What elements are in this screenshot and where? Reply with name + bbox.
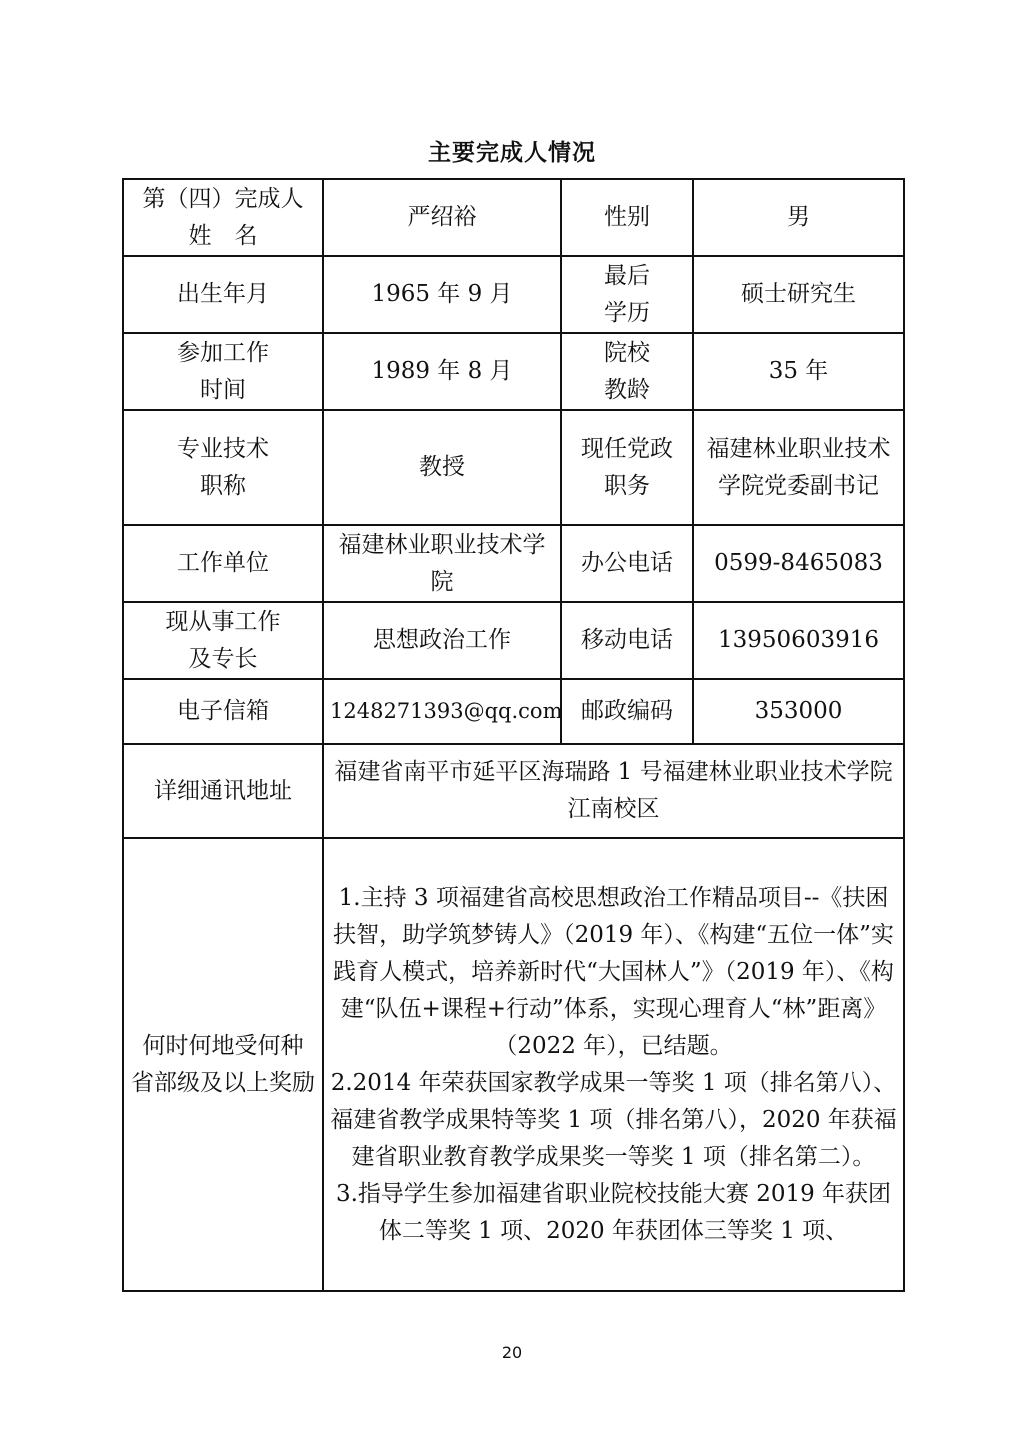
professional-title-value: 教授 xyxy=(323,410,561,525)
email-label: 电子信箱 xyxy=(123,679,323,744)
mobile-phone-value: 13950603916 xyxy=(693,602,904,679)
position-value: 福建林业职业技术学院党委副书记 xyxy=(693,410,904,525)
email-value: 1248271393@qq.com xyxy=(323,679,561,744)
teaching-years-label: 院校 教龄 xyxy=(561,333,693,410)
work-start-label: 参加工作 时间 xyxy=(123,333,323,410)
table-row xyxy=(123,256,904,333)
awards-label: 何时何地受何种 省部级及以上奖励 xyxy=(123,838,323,1291)
award-item: 3.指导学生参加福建省职业院校技能大赛 2019 年获团体二等奖 1 项、2020 年获团体三等奖 1 项、 xyxy=(335,1180,892,1244)
gender-label: 性别 xyxy=(561,179,693,256)
address-label: 详细通讯地址 xyxy=(123,744,323,838)
work-start-value: 1989 年 8 月 xyxy=(323,333,561,410)
page-number: 20 xyxy=(501,1343,523,1362)
address-value: 福建省南平市延平区海瑞路 1 号福建林业职业技术学院江南校区 xyxy=(323,744,904,838)
current-work-value: 思想政治工作 xyxy=(323,602,561,679)
name-value: 严绍裕 xyxy=(323,179,561,256)
birth-value: 1965 年 9 月 xyxy=(323,256,561,333)
info-table xyxy=(122,178,905,1292)
education-label: 最后 学历 xyxy=(561,256,693,333)
professional-title-label: 专业技术 职称 xyxy=(123,410,323,525)
awards-content xyxy=(323,838,904,1291)
table-row xyxy=(123,333,904,410)
table-row xyxy=(123,179,904,256)
current-work-label: 现从事工作 及专长 xyxy=(123,602,323,679)
position-label: 现任党政 职务 xyxy=(561,410,693,525)
work-unit-label: 工作单位 xyxy=(123,525,323,602)
postcode-label: 邮政编码 xyxy=(561,679,693,744)
table-row xyxy=(123,525,904,602)
table-row xyxy=(123,838,904,1291)
birth-label: 出生年月 xyxy=(123,256,323,333)
table-row xyxy=(123,410,904,525)
page-title: 主要完成人情况 xyxy=(428,140,596,166)
teaching-years-value: 35 年 xyxy=(693,333,904,410)
gender-value: 男 xyxy=(693,179,904,256)
table-row xyxy=(123,602,904,679)
mobile-phone-label: 移动电话 xyxy=(561,602,693,679)
office-phone-label: 办公电话 xyxy=(561,525,693,602)
education-value: 硕士研究生 xyxy=(693,256,904,333)
award-item: 1.主持 3 项福建省高校思想政治工作精品项目--《扶困扶智，助学筑梦铸人》（2019 年）、《构建“五位一体”实践育人模式，培养新时代“大国林人”》（2019 年）、《构建“队伍+课程+行动”体系，实现心理育人“林”距离》（2022 年），已结题。 xyxy=(333,884,894,1059)
office-phone-value: 0599-8465083 xyxy=(693,525,904,602)
work-unit-value: 福建林业职业技术学院 xyxy=(323,525,561,602)
table-row xyxy=(123,679,904,744)
postcode-value: 353000 xyxy=(693,679,904,744)
award-item: 2.2014 年荣获国家教学成果一等奖 1 项（排名第八）、福建省教学成果特等奖 1 项（排名第八），2020 年获福建省职业教育教学成果奖一等奖 1 项（排名第二）。 xyxy=(330,1069,897,1170)
table-row xyxy=(123,744,904,838)
name-label: 第（四）完成人 姓 名 xyxy=(123,179,323,256)
